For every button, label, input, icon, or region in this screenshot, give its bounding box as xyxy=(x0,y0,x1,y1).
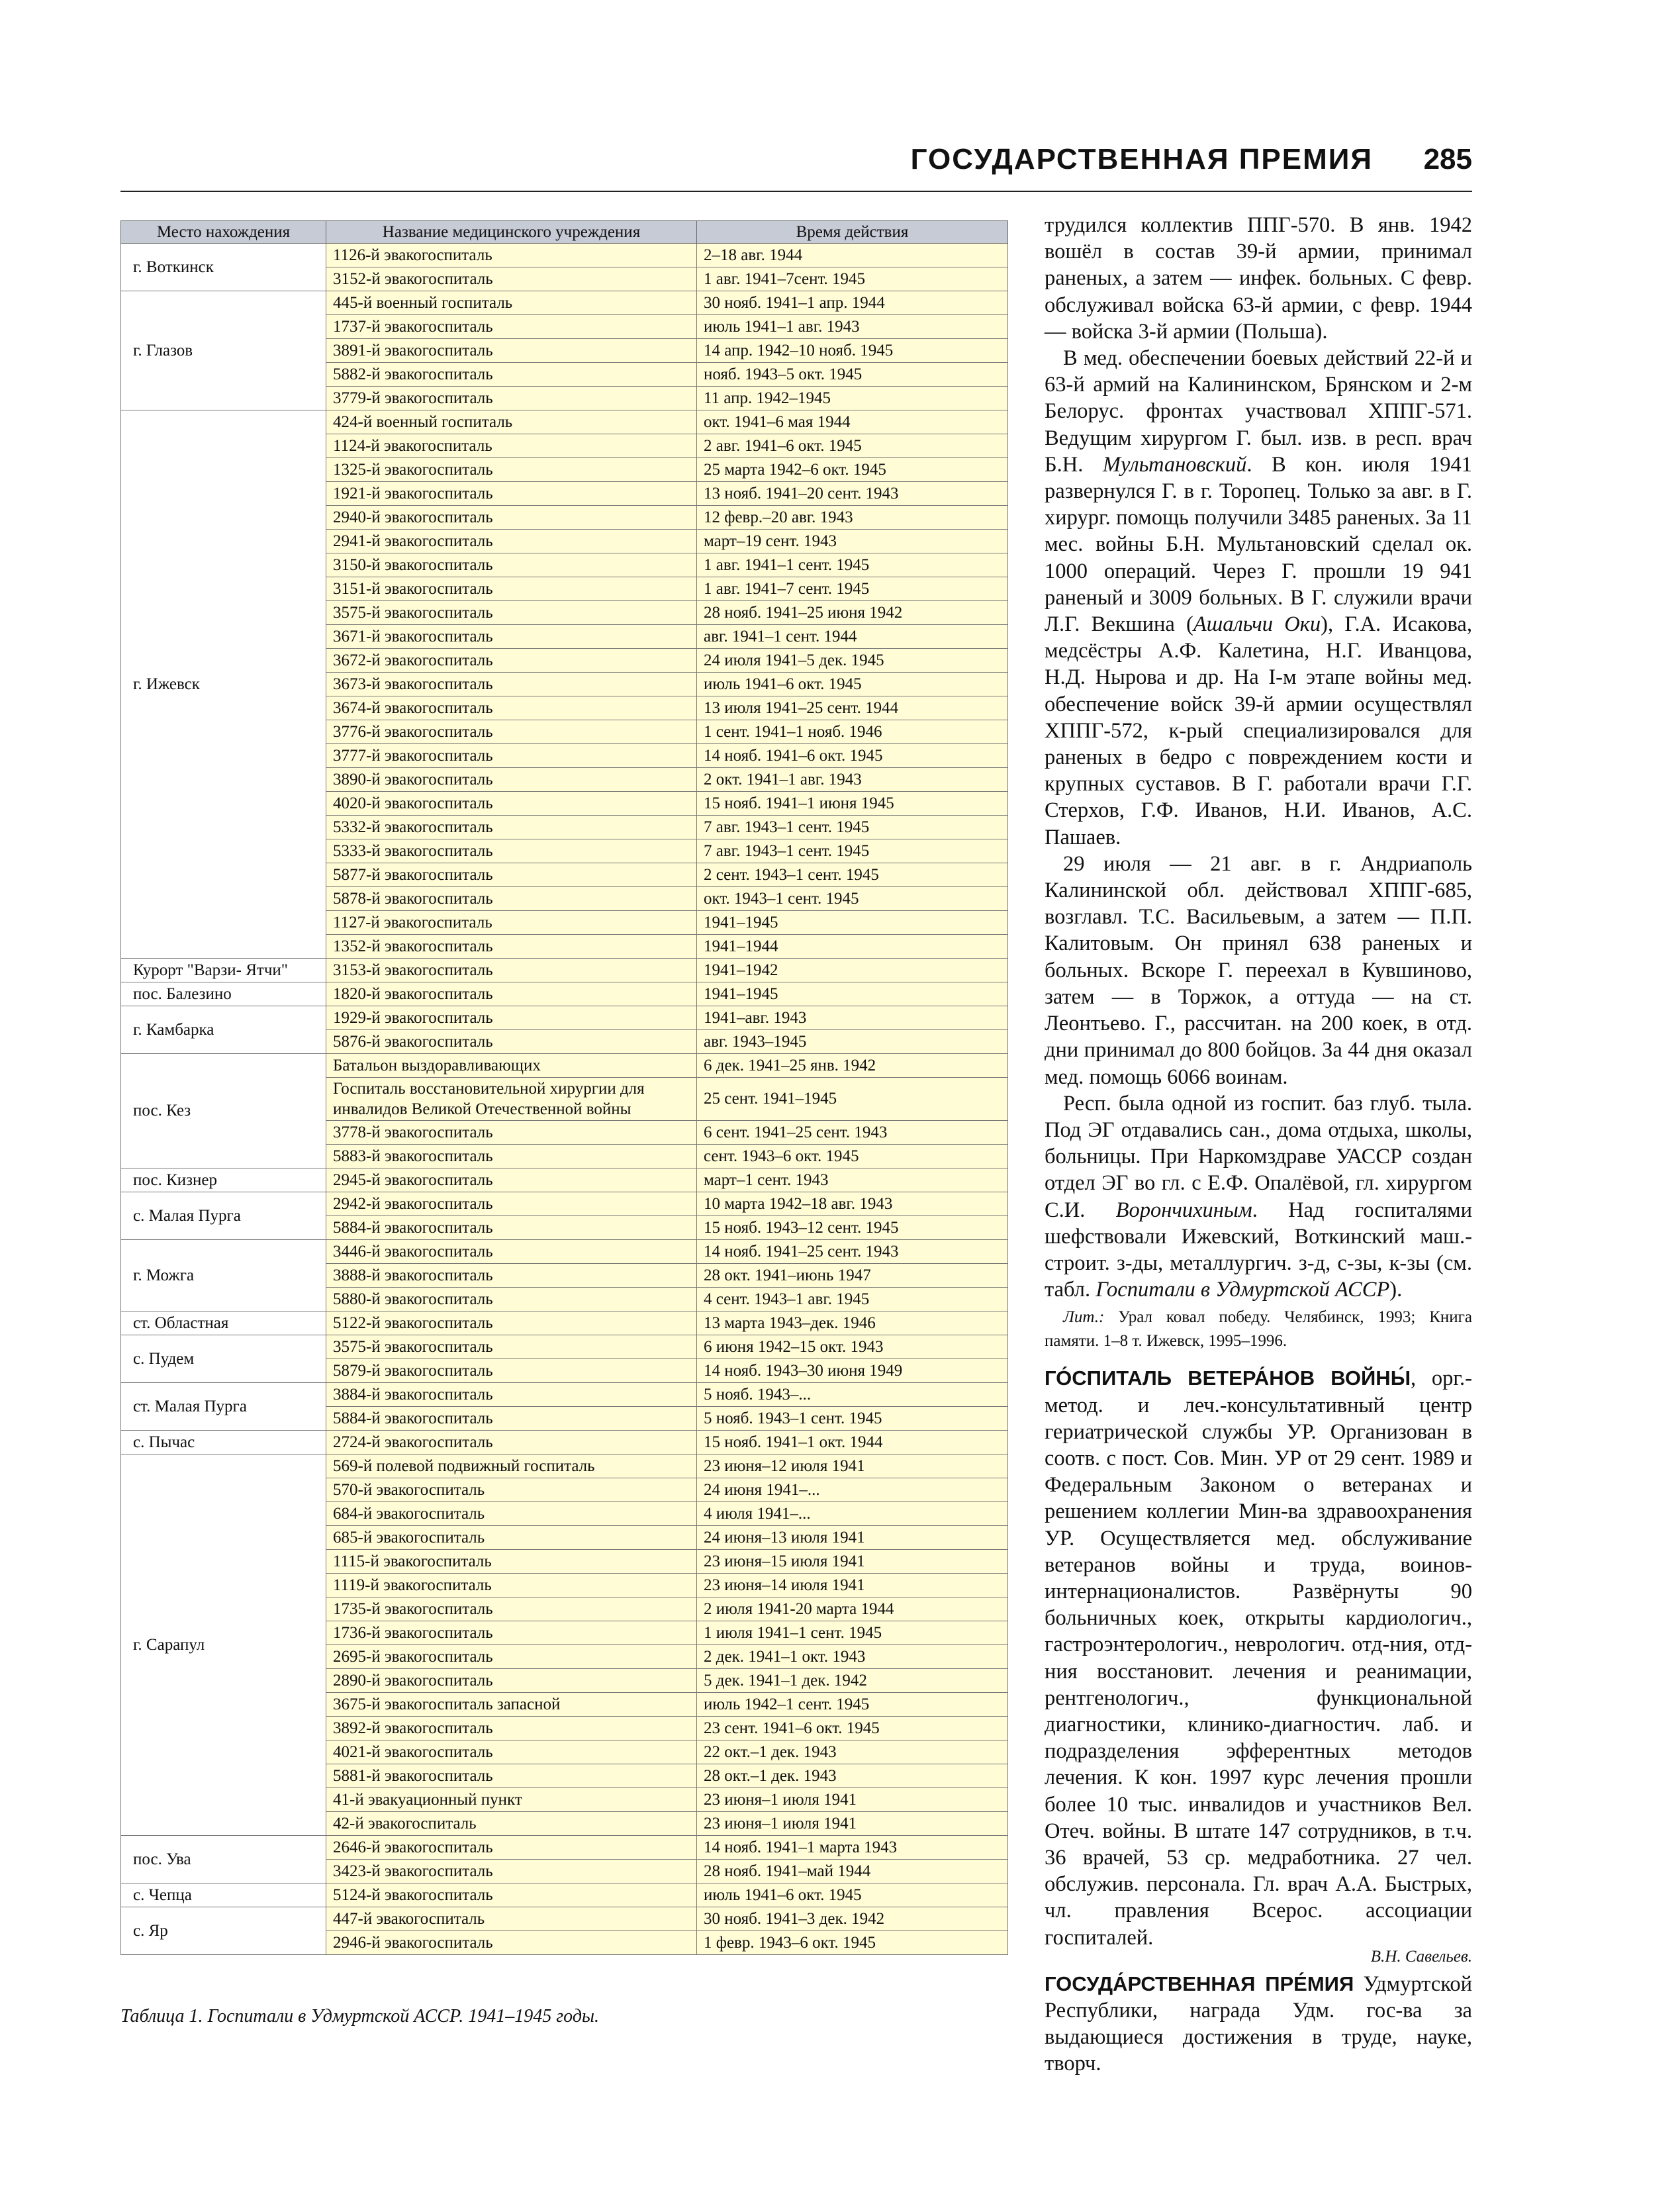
cell-place: пос. Кез xyxy=(121,1054,326,1168)
cell-institution: 1929-й эвакогоспиталь xyxy=(326,1006,697,1030)
cell-institution: 4020-й эвакогоспиталь xyxy=(326,792,697,816)
table-row xyxy=(121,291,1008,315)
column-header-place: Место нахождения xyxy=(121,221,326,244)
cell-institution: 5333-й эвакогоспиталь xyxy=(326,839,697,863)
cell-period: 14 нояб. 1943–30 июня 1949 xyxy=(697,1359,1008,1383)
cell-period: 24 июня–13 июля 1941 xyxy=(697,1526,1008,1550)
cell-period: 23 июня–14 июля 1941 xyxy=(697,1574,1008,1597)
cell-institution: 3672-й эвакогоспиталь xyxy=(326,649,697,673)
cell-institution: 2942-й эвакогоспиталь xyxy=(326,1192,697,1216)
table-row xyxy=(121,1168,1008,1192)
cell-institution: 5878-й эвакогоспиталь xyxy=(326,887,697,911)
cell-period: июль 1941–6 окт. 1945 xyxy=(697,673,1008,696)
cell-place: г. Ижевск xyxy=(121,410,326,959)
cell-period: июль 1941–6 окт. 1945 xyxy=(697,1883,1008,1907)
cell-institution: 1921-й эвакогоспиталь xyxy=(326,482,697,506)
cell-period: 13 нояб. 1941–20 сент. 1943 xyxy=(697,482,1008,506)
cell-period: 14 нояб. 1941–25 сент. 1943 xyxy=(697,1240,1008,1264)
cell-institution: 1126-й эвакогоспиталь xyxy=(326,244,697,267)
cell-period: окт. 1943–1 сент. 1945 xyxy=(697,887,1008,911)
cell-period: 2 авг. 1941–6 окт. 1945 xyxy=(697,434,1008,458)
cell-period: март–19 сент. 1943 xyxy=(697,530,1008,553)
cell-period: 12 февр.–20 авг. 1943 xyxy=(697,506,1008,530)
person-name: Мультановский xyxy=(1102,452,1247,477)
running-title: ГОСУДАРСТВЕННАЯ ПРЕМИЯ xyxy=(910,143,1373,175)
cell-institution: 684-й эвакогоспиталь xyxy=(326,1502,697,1526)
entry-veterans-hospital xyxy=(1045,1365,1472,1966)
article-column xyxy=(1045,212,1472,2077)
cell-period: 14 нояб. 1941–6 окт. 1945 xyxy=(697,744,1008,768)
cell-period: 7 авг. 1943–1 сент. 1945 xyxy=(697,816,1008,839)
cell-institution: 42-й эвакогоспиталь xyxy=(326,1812,697,1836)
cell-institution: 445-й военный госпиталь xyxy=(326,291,697,315)
table-header-row xyxy=(121,221,1008,244)
table-row xyxy=(121,1054,1008,1078)
cell-period: 2 сент. 1943–1 сент. 1945 xyxy=(697,863,1008,887)
cell-institution: 2946-й эвакогоспиталь xyxy=(326,1931,697,1955)
cell-institution: 447-й эвакогоспиталь xyxy=(326,1907,697,1931)
cell-period: 6 сент. 1941–25 сент. 1943 xyxy=(697,1121,1008,1145)
cell-period: 22 окт.–1 дек. 1943 xyxy=(697,1740,1008,1764)
hospitals-table xyxy=(120,220,1008,1955)
cell-institution: 3675-й эвакогоспиталь запасной xyxy=(326,1693,697,1717)
cell-institution: 1325-й эвакогоспиталь xyxy=(326,458,697,482)
cell-period: авг. 1943–1945 xyxy=(697,1030,1008,1054)
table-row xyxy=(121,1907,1008,1931)
cell-institution: 3884-й эвакогоспиталь xyxy=(326,1383,697,1407)
cell-institution: 570-й эвакогоспиталь xyxy=(326,1478,697,1502)
cell-institution: 2941-й эвакогоспиталь xyxy=(326,530,697,553)
cell-institution: 41-й эвакуационный пункт xyxy=(326,1788,697,1812)
cell-period: 25 марта 1942–6 окт. 1945 xyxy=(697,458,1008,482)
cell-institution: 3779-й эвакогоспиталь xyxy=(326,387,697,410)
cell-institution: 1820-й эвакогоспиталь xyxy=(326,982,697,1006)
cell-period: июль 1942–1 сент. 1945 xyxy=(697,1693,1008,1717)
cell-institution: 2945-й эвакогоспиталь xyxy=(326,1168,697,1192)
cell-institution: 3423-й эвакогоспиталь xyxy=(326,1860,697,1883)
column-header-period: Время действия xyxy=(697,221,1008,244)
table-row xyxy=(121,244,1008,267)
cell-institution: 5881-й эвакогоспиталь xyxy=(326,1764,697,1788)
table-row xyxy=(121,1006,1008,1030)
cell-institution: 5882-й эвакогоспиталь xyxy=(326,363,697,387)
paragraph-4-text-a: Респ. была одной из госпит. баз глуб. тыла. Под ЭГ отдавались сан., дома отдыха, школы, больницы. При Наркомздраве УАССР создан отдел ЭГ во гл. с Е.Ф. Опалёвой, гл. хирургом С.И. xyxy=(1045,1091,1472,1222)
cell-place: г. Воткинск xyxy=(121,244,326,291)
cell-institution: 3150-й эвакогоспиталь xyxy=(326,553,697,577)
table-caption: Таблица 1. Госпитали в Удмуртской АССР. 1941–1945 годы. xyxy=(120,2006,599,2026)
cell-period: сент. 1943–6 окт. 1945 xyxy=(697,1145,1008,1168)
entry-body: , орг.-метод. и леч.-консультативный центр гериатрической службы УР. Организован в соотв. с пост. Сов. Мин. УР от 29 сент. 1989 и Федеральным Законом о ветеранах и решением коллегии Мин-ва здравоохранения УР. Осуществляется мед. обслуживание ветеранов войны и труда, воинов-интернационалистов. Развёрнуты 90 больничных коек, открыты кардиологич., гастроэнтерологич., неврологич. отд-ния, отд-ния восстановит. лечения и реанимации, рентгенологич., функциональной диагностики, клинико-диагностич. лаб. и подразделения эфферентных методов лечения. К кон. 1997 курс лечения прошли более 10 тыс. инвалидов и участников Вел. Отеч. войны. В штате 147 сотрудников, в т.ч. 36 врачей, 53 ср. медработника. 27 чел. обслужив. персонала. Гл. врач А.А. Быстрых, чл. правления Всерос. ассоциации госпиталей. xyxy=(1045,1366,1472,1950)
entry-headword: ГОСУДА́РСТВЕННАЯ ПРЕ́МИЯ xyxy=(1045,1972,1354,1995)
paragraph-3: 29 июля — 21 авг. в г. Андриаполь Калининской обл. действовал ХППГ-685, возглавл. Т.С. Васильевым, а затем — П.П. Калитовым. Он принял 638 раненых и больных. Вскоре Г. переехал в Кувшиново, затем — в Торжок, а оттуда — на ст. Леонтьево. Г., рассчитан. на 200 коек, в отд. дни принимал до 800 бойцов. За 44 дня оказал мед. помощь 6066 воинам. xyxy=(1045,851,1472,1089)
cell-institution: 4021-й эвакогоспиталь xyxy=(326,1740,697,1764)
cell-period: 14 апр. 1942–10 нояб. 1945 xyxy=(697,339,1008,363)
cell-period: 2–18 авг. 1944 xyxy=(697,244,1008,267)
cell-period: 1941–авг. 1943 xyxy=(697,1006,1008,1030)
table-row xyxy=(121,1192,1008,1216)
cell-period: 2 дек. 1941–1 окт. 1943 xyxy=(697,1645,1008,1669)
page-number: 285 xyxy=(1423,143,1472,175)
column-header-name: Название медицинского учреждения xyxy=(326,221,697,244)
cell-period: 13 марта 1943–дек. 1946 xyxy=(697,1311,1008,1335)
cell-institution: 5884-й эвакогоспиталь xyxy=(326,1216,697,1240)
entry-state-prize xyxy=(1045,1971,1472,2077)
cell-period: авг. 1941–1 сент. 1944 xyxy=(697,625,1008,649)
cell-institution: 3575-й эвакогоспиталь xyxy=(326,1335,697,1359)
literature-note xyxy=(1045,1306,1472,1353)
cell-period: 15 нояб. 1941–1 июня 1945 xyxy=(697,792,1008,816)
cell-institution: 1124-й эвакогоспиталь xyxy=(326,434,697,458)
cell-period: 23 июня–1 июля 1941 xyxy=(697,1812,1008,1836)
cell-place: г. Глазов xyxy=(121,291,326,410)
table-row xyxy=(121,410,1008,434)
cell-place: с. Яр xyxy=(121,1907,326,1955)
cell-institution: 3446-й эвакогоспиталь xyxy=(326,1240,697,1264)
table-row xyxy=(121,982,1008,1006)
cell-period: 30 нояб. 1941–1 апр. 1944 xyxy=(697,291,1008,315)
paragraph-4-text-b: . Над госпиталями шефствовали Ижевский, Воткинский маш.-строит. з-ды, металлургич. з-д, с-зы, к-зы (см. табл. xyxy=(1045,1198,1472,1302)
table-row xyxy=(121,1836,1008,1860)
table-row xyxy=(121,1240,1008,1264)
cell-institution: 5883-й эвакогоспиталь xyxy=(326,1145,697,1168)
cell-institution: 3153-й эвакогоспиталь xyxy=(326,959,697,982)
cell-period: 2 окт. 1941–1 авг. 1943 xyxy=(697,768,1008,792)
cell-place: с. Малая Пурга xyxy=(121,1192,326,1240)
cell-institution: 3674-й эвакогоспиталь xyxy=(326,696,697,720)
cell-place: с. Пудем xyxy=(121,1335,326,1383)
cell-period: окт. 1941–6 мая 1944 xyxy=(697,410,1008,434)
cell-institution: 5876-й эвакогоспиталь xyxy=(326,1030,697,1054)
cell-period: 24 июля 1941–5 дек. 1945 xyxy=(697,649,1008,673)
cell-place: с. Пычас xyxy=(121,1431,326,1454)
cell-period: 30 нояб. 1941–3 дек. 1942 xyxy=(697,1907,1008,1931)
cell-institution: 3673-й эвакогоспиталь xyxy=(326,673,697,696)
table-row xyxy=(121,1883,1008,1907)
cell-period: 1 авг. 1941–1 сент. 1945 xyxy=(697,553,1008,577)
cell-place: пос. Балезино xyxy=(121,982,326,1006)
cell-institution: 5124-й эвакогоспиталь xyxy=(326,1883,697,1907)
cell-institution: 5122-й эвакогоспиталь xyxy=(326,1311,697,1335)
cell-institution: 1737-й эвакогоспиталь xyxy=(326,315,697,339)
cell-institution: 2695-й эвакогоспиталь xyxy=(326,1645,697,1669)
paragraph-4 xyxy=(1045,1090,1472,1304)
cell-period: 1 сент. 1941–1 нояб. 1946 xyxy=(697,720,1008,744)
cell-institution: 3890-й эвакогоспиталь xyxy=(326,768,697,792)
cell-institution: 1736-й эвакогоспиталь xyxy=(326,1621,697,1645)
table-body xyxy=(121,244,1008,1955)
cell-institution: 1115-й эвакогоспиталь xyxy=(326,1550,697,1574)
cell-period: июль 1941–1 авг. 1943 xyxy=(697,315,1008,339)
cell-institution: 1127-й эвакогоспиталь xyxy=(326,911,697,935)
cell-period: 5 нояб. 1943–1 сент. 1945 xyxy=(697,1407,1008,1431)
table-row xyxy=(121,1335,1008,1359)
cell-institution: 2646-й эвакогоспиталь xyxy=(326,1836,697,1860)
cell-period: 6 дек. 1941–25 янв. 1942 xyxy=(697,1054,1008,1078)
cell-period: 28 окт. 1941–июнь 1947 xyxy=(697,1264,1008,1288)
table-row xyxy=(121,1454,1008,1478)
cell-institution: 5877-й эвакогоспиталь xyxy=(326,863,697,887)
cell-institution: 5879-й эвакогоспиталь xyxy=(326,1359,697,1383)
cell-period: 1941–1944 xyxy=(697,935,1008,959)
cell-institution: 3152-й эвакогоспиталь xyxy=(326,267,697,291)
cell-period: 23 июня–1 июля 1941 xyxy=(697,1788,1008,1812)
cell-place: пос. Ува xyxy=(121,1836,326,1883)
cell-period: 23 июня–12 июля 1941 xyxy=(697,1454,1008,1478)
entry-body: Удмуртской Республики, награда Удм. гос-ва за выдающиеся достижения в труде, науке, творч. xyxy=(1045,1972,1472,2076)
table-reference: Госпитали в Удмуртской АССР xyxy=(1096,1278,1390,1302)
cell-institution: 685-й эвакогоспиталь xyxy=(326,1526,697,1550)
cell-period: 1 авг. 1941–7сент. 1945 xyxy=(697,267,1008,291)
cell-institution: 1119-й эвакогоспиталь xyxy=(326,1574,697,1597)
cell-institution: 2940-й эвакогоспиталь xyxy=(326,506,697,530)
cell-period: 28 нояб. 1941–май 1944 xyxy=(697,1860,1008,1883)
cell-institution: 5332-й эвакогоспиталь xyxy=(326,816,697,839)
paragraph-2-text-c: ), Г.А. Исакова, медсёстры А.Ф. Калетина, Н.Г. Иванцова, Н.Д. Нырова и др. На I-м этапе войны мед. обеспечение войск 39-й армии осуществлял ХППГ-572, к-рый специализировался для раненых в бедро с повреждением кости и крупных суставов. В Г. работали врачи Г.Г. Стерхов, Г.Ф. Иванов, Н.И. Иванов, А.С. Пашаев. xyxy=(1045,612,1472,849)
cell-institution: 3888-й эвакогоспиталь xyxy=(326,1264,697,1288)
literature-text: Урал ковал победу. Челябинск, 1993; Книга памяти. 1–8 т. Ижевск, 1995–1996. xyxy=(1045,1308,1472,1351)
cell-period: 23 сент. 1941–6 окт. 1945 xyxy=(697,1717,1008,1740)
cell-period: 1941–1942 xyxy=(697,959,1008,982)
cell-period: 1 февр. 1943–6 окт. 1945 xyxy=(697,1931,1008,1955)
person-name: Ворончихиным xyxy=(1115,1198,1252,1222)
cell-period: 5 нояб. 1943–... xyxy=(697,1383,1008,1407)
cell-place: пос. Кизнер xyxy=(121,1168,326,1192)
paragraph-4-text-c: ). xyxy=(1389,1278,1403,1302)
paragraph-2-text-b: . В кон. июля 1941 развернулся Г. в г. Торопец. Только за авг. в Г. хирург. помощь получили 3485 раненых. За 11 мес. войны Б.Н. Мультановский сделал ок. 1000 операций. Через Г. прошли 19 941 раненый и 3009 больных. В Г. служили врачи Л.Г. Векшина ( xyxy=(1045,452,1472,637)
cell-period: март–1 сент. 1943 xyxy=(697,1168,1008,1192)
cell-period: 11 апр. 1942–1945 xyxy=(697,387,1008,410)
entry-headword: ГО́СПИТАЛЬ ВЕТЕРА́НОВ ВОЙНЫ́ xyxy=(1045,1366,1411,1390)
table-row xyxy=(121,1431,1008,1454)
cell-institution: Батальон выздоравливающих xyxy=(326,1054,697,1078)
cell-period: 15 нояб. 1943–12 сент. 1945 xyxy=(697,1216,1008,1240)
cell-place: ст. Областная xyxy=(121,1311,326,1335)
cell-institution: 3892-й эвакогоспиталь xyxy=(326,1717,697,1740)
cell-place: г. Сарапул xyxy=(121,1454,326,1836)
cell-period: 24 июня 1941–... xyxy=(697,1478,1008,1502)
cell-period: 4 июля 1941–... xyxy=(697,1502,1008,1526)
table-row xyxy=(121,959,1008,982)
cell-period: 15 нояб. 1941–1 окт. 1944 xyxy=(697,1431,1008,1454)
page-header xyxy=(120,138,1472,192)
cell-period: 10 марта 1942–18 авг. 1943 xyxy=(697,1192,1008,1216)
paragraph-2 xyxy=(1045,345,1472,851)
cell-place: Курорт "Варзи- Ятчи" xyxy=(121,959,326,982)
cell-institution: 3778-й эвакогоспиталь xyxy=(326,1121,697,1145)
cell-period: 25 сент. 1941–1945 xyxy=(697,1078,1008,1121)
cell-institution: 569-й полевой подвижный госпиталь xyxy=(326,1454,697,1478)
table-row xyxy=(121,1311,1008,1335)
cell-period: 1 июля 1941–1 сент. 1945 xyxy=(697,1621,1008,1645)
literature-label: Лит.: xyxy=(1063,1308,1105,1327)
cell-period: 23 июня–15 июля 1941 xyxy=(697,1550,1008,1574)
cell-institution: 1735-й эвакогоспиталь xyxy=(326,1597,697,1621)
cell-period: 14 нояб. 1941–1 марта 1943 xyxy=(697,1836,1008,1860)
cell-institution: 5884-й эвакогоспиталь xyxy=(326,1407,697,1431)
cell-institution: 2724-й эвакогоспиталь xyxy=(326,1431,697,1454)
cell-period: 13 июля 1941–25 сент. 1944 xyxy=(697,696,1008,720)
cell-place: г. Камбарка xyxy=(121,1006,326,1054)
cell-institution: 3891-й эвакогоспиталь xyxy=(326,339,697,363)
cell-period: 1941–1945 xyxy=(697,982,1008,1006)
cell-institution: 424-й военный госпиталь xyxy=(326,410,697,434)
cell-institution: 3776-й эвакогоспиталь xyxy=(326,720,697,744)
cell-place: ст. Малая Пурга xyxy=(121,1383,326,1431)
cell-place: г. Можга xyxy=(121,1240,326,1311)
cell-period: 4 сент. 1943–1 авг. 1945 xyxy=(697,1288,1008,1311)
cell-institution: 3575-й эвакогоспиталь xyxy=(326,601,697,625)
cell-institution: Госпиталь восстановительной хирургии для инвалидов Великой Отечественной войны xyxy=(326,1078,697,1121)
cell-period: 5 дек. 1941–1 дек. 1942 xyxy=(697,1669,1008,1693)
cell-period: 28 окт.–1 дек. 1943 xyxy=(697,1764,1008,1788)
paragraph-1: трудился коллектив ППГ-570. В янв. 1942 вошёл в состав 39-й армии, принимал раненых, а затем — инфек. больных. С февр. обслуживал войска 63-й армии, с февр. 1944 — войска 3-й армии (Польша). xyxy=(1045,213,1472,344)
cell-period: 1941–1945 xyxy=(697,911,1008,935)
cell-institution: 3671-й эвакогоспиталь xyxy=(326,625,697,649)
cell-institution: 3777-й эвакогоспиталь xyxy=(326,744,697,768)
cell-period: 7 авг. 1943–1 сент. 1945 xyxy=(697,839,1008,863)
cell-place: с. Чепца xyxy=(121,1883,326,1907)
cell-institution: 5880-й эвакогоспиталь xyxy=(326,1288,697,1311)
paragraph-2-text-a: В мед. обеспечении боевых действий 22-й и 63-й армий на Калининском, Брянском и 2-м Белорус. фронтах участвовал ХППГ-571. Ведущим хирургом Г. был. изв. в респ. врач Б.Н. xyxy=(1045,346,1472,477)
cell-period: 28 нояб. 1941–25 июня 1942 xyxy=(697,601,1008,625)
cell-period: 6 июня 1942–15 окт. 1943 xyxy=(697,1335,1008,1359)
cell-institution: 3151-й эвакогоспиталь xyxy=(326,577,697,601)
cell-period: 1 авг. 1941–7 сент. 1945 xyxy=(697,577,1008,601)
pseudonym: Ашальчи Оки xyxy=(1193,612,1321,637)
cell-institution: 2890-й эвакогоспиталь xyxy=(326,1669,697,1693)
table-row xyxy=(121,1383,1008,1407)
cell-period: нояб. 1943–5 окт. 1945 xyxy=(697,363,1008,387)
cell-period: 2 июля 1941-20 марта 1944 xyxy=(697,1597,1008,1621)
entry-author: В.Н. Савельев. xyxy=(1370,1947,1472,1966)
cell-institution: 1352-й эвакогоспиталь xyxy=(326,935,697,959)
